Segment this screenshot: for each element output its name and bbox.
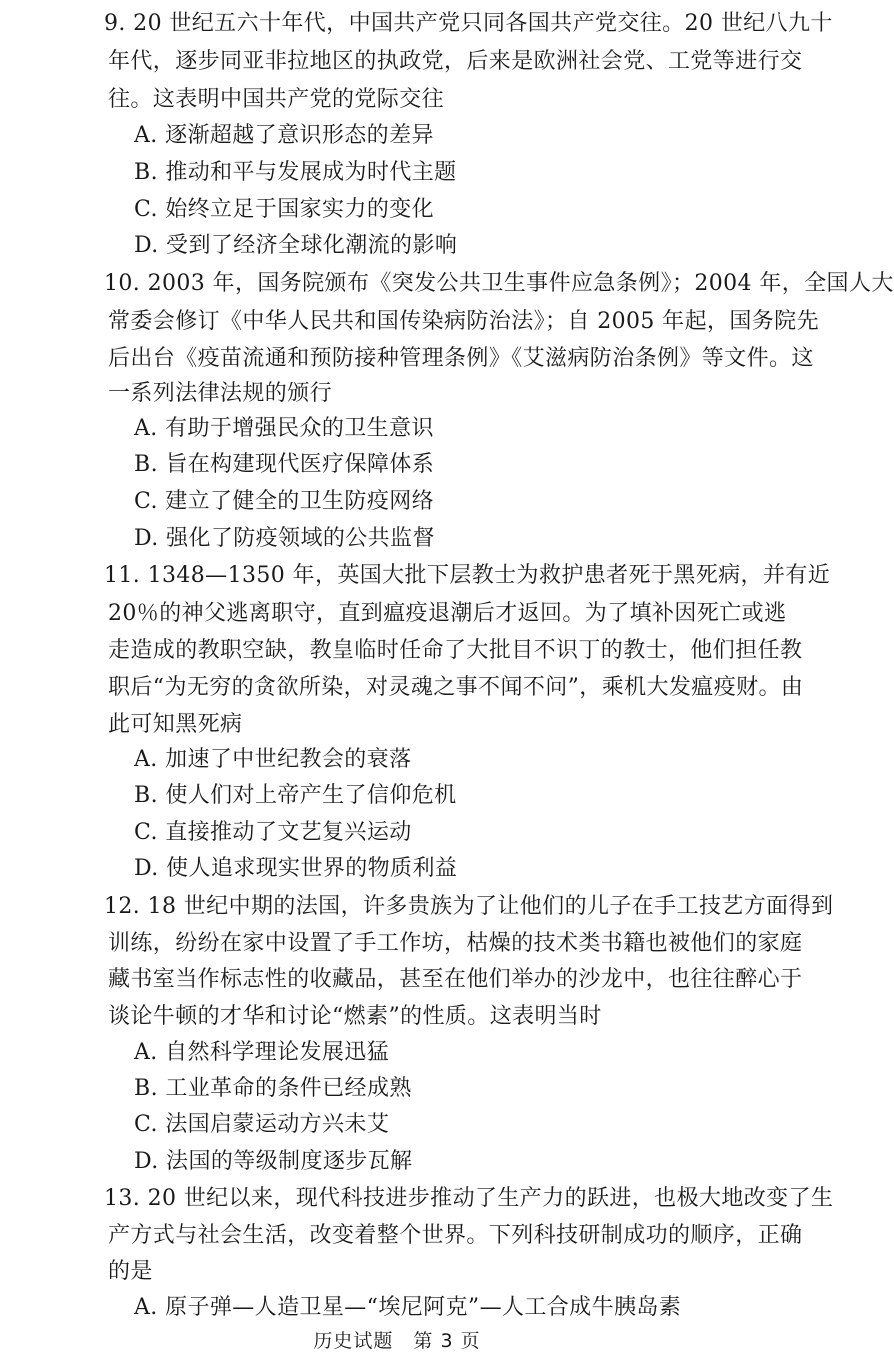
q11-stem-line-5: 此可知黑死病 xyxy=(108,712,243,737)
q10-option-a: A. 有助于增强民众的卫生意识 xyxy=(134,416,434,441)
q9-option-d: D. 受到了经济全球化潮流的影响 xyxy=(134,233,458,258)
q9-stem-line-3: 往。这表明中国共产党的党际交往 xyxy=(108,87,445,112)
q9-option-c: C. 始终立足于国家实力的变化 xyxy=(134,197,435,222)
q11-stem-line-1: 11. 1348—1350 年，英国大批下层教士为救护患者死于黑死病，并有近 xyxy=(104,563,831,588)
q12-option-c: C. 法国启蒙运动方兴未艾 xyxy=(134,1112,390,1137)
q10-option-c: C. 建立了健全的卫生防疫网络 xyxy=(134,489,435,514)
q11-stem-line-2: 20％的神父逃离职守，直到瘟疫退潮后才返回。为了填补因死亡或逃 xyxy=(108,601,787,626)
q12-option-d: D. 法国的等级制度逐步瓦解 xyxy=(134,1149,413,1174)
q13-stem-line-2: 产方式与社会生活，改变着整个世界。下列科技研制成功的顺序，正确 xyxy=(108,1223,803,1248)
q10-stem-line-3: 后出台《疫苗流通和预防接种管理条例》《艾滋病防治条例》等文件。这 xyxy=(108,346,814,371)
q12-stem-line-4: 谈论牛顿的才华和讨论“燃素”的性质。这表明当时 xyxy=(108,1004,602,1029)
page-footer: 历史试题 第 3 页 xyxy=(313,1330,481,1352)
q10-stem-line-4: 一系列法律法规的颁行 xyxy=(108,381,333,406)
q13-stem-line-1: 13. 20 世纪以来，现代科技进步推动了生产力的跃进，也极大地改变了生 xyxy=(104,1186,834,1211)
q11-option-d: D. 使人追求现实世界的物质利益 xyxy=(134,856,458,881)
q11-stem-line-4: 职后“为无穷的贪欲所染，对灵魂之事不闻不问”，乘机大发瘟疫财。由 xyxy=(108,675,804,700)
q9-stem-line-2: 年代，逐步同亚非拉地区的执政党，后来是欧洲社会党、工党等进行交 xyxy=(108,49,803,74)
q12-stem-line-2: 训练，纷纷在家中设置了手工作坊，枯燥的技术类书籍也被他们的家庭 xyxy=(108,931,803,956)
q12-option-b: B. 工业革命的条件已经成熟 xyxy=(134,1076,412,1101)
q10-option-b: B. 旨在构建现代医疗保障体系 xyxy=(134,452,435,477)
q13-stem-line-3: 的是 xyxy=(108,1259,153,1284)
q13-option-a: A. 原子弹—人造卫星—“埃尼阿克”—人工合成牛胰岛素 xyxy=(134,1295,682,1320)
q11-option-b: B. 使人们对上帝产生了信仰危机 xyxy=(134,783,457,808)
q10-stem-line-2: 常委会修订《中华人民共和国传染病防治法》；自 2005 年起，国务院先 xyxy=(108,309,819,334)
q12-option-a: A. 自然科学理论发展迅猛 xyxy=(134,1040,390,1065)
q9-stem-line-1: 9. 20 世纪五六十年代，中国共产党只同各国共产党交往。20 世纪八九十 xyxy=(104,11,833,36)
q9-option-a: A. 逐渐超越了意识形态的差异 xyxy=(134,123,434,148)
q11-option-a: A. 加速了中世纪教会的衰落 xyxy=(134,747,412,772)
q12-stem-line-1: 12. 18 世纪中期的法国，许多贵族为了让他们的儿子在手工技艺方面得到 xyxy=(104,894,834,919)
q11-stem-line-3: 走造成的教职空缺，教皇临时任命了大批目不识丁的教士，他们担任教 xyxy=(108,638,803,663)
q10-option-d: D. 强化了防疫领域的公共监督 xyxy=(134,526,435,551)
q12-stem-line-3: 藏书室当作标志性的收藏品，甚至在他们举办的沙龙中，也往往醉心于 xyxy=(108,967,803,992)
q10-stem-line-1: 10. 2003 年，国务院颁布《突发公共卫生事件应急条例》；2004 年，全国人大 xyxy=(104,271,894,296)
q11-option-c: C. 直接推动了文艺复兴运动 xyxy=(134,820,412,845)
q9-option-b: B. 推动和平与发展成为时代主题 xyxy=(134,160,457,185)
